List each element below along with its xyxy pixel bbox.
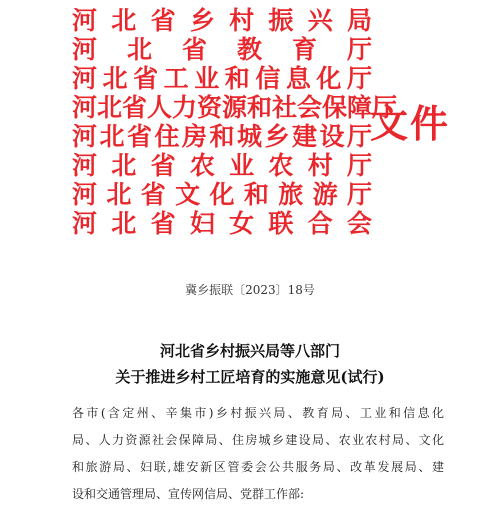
issuer-human-resources-department: 河北省人力资源和社会保障厅 bbox=[72, 93, 398, 122]
document-body bbox=[72, 400, 444, 508]
issuer-industry-it-department: 河北省工业和信息化厅 bbox=[72, 64, 372, 93]
document-title-line-2: 关于推进乡村工匠培育的实施意见(试行) bbox=[115, 368, 385, 386]
body-line: 设和交通管理局、宣传网信局、党群工作部: bbox=[72, 487, 305, 501]
document-number: 冀乡振联〔2023〕18号 bbox=[185, 283, 315, 297]
issuer-culture-tourism-department: 河 北 省 文 化 和 旅 游 厅 bbox=[72, 180, 372, 209]
body-line: 和旅游局、妇联,雄安新区管委会公共服务局、改革发展局、建 bbox=[72, 460, 444, 474]
issuer-housing-construction-department: 河北省住房和城乡建设厅 bbox=[72, 122, 372, 151]
issuer-womens-federation: 河 北 省 妇 女 联 合 会 bbox=[72, 209, 372, 238]
issuing-agencies bbox=[72, 6, 398, 238]
document-title-line-1: 河北省乡村振兴局等八部门 bbox=[159, 342, 340, 360]
issuer-agriculture-department: 河 北 省 农 业 农 村 厅 bbox=[72, 151, 372, 180]
issuer-education-department: 河 北 省 教 育 厅 bbox=[72, 35, 372, 64]
body-line: 局、人力资源社会保障局、住房城乡建设局、农业农村局、文化 bbox=[72, 433, 444, 447]
document-word: 文件 bbox=[370, 101, 451, 146]
issuer-rural-revitalization-bureau: 河 北 省 乡 村 振 兴 局 bbox=[72, 6, 372, 35]
body-line: 各市(含定州、辛集市)乡村振兴局、教育局、工业和信息化 bbox=[72, 406, 444, 420]
